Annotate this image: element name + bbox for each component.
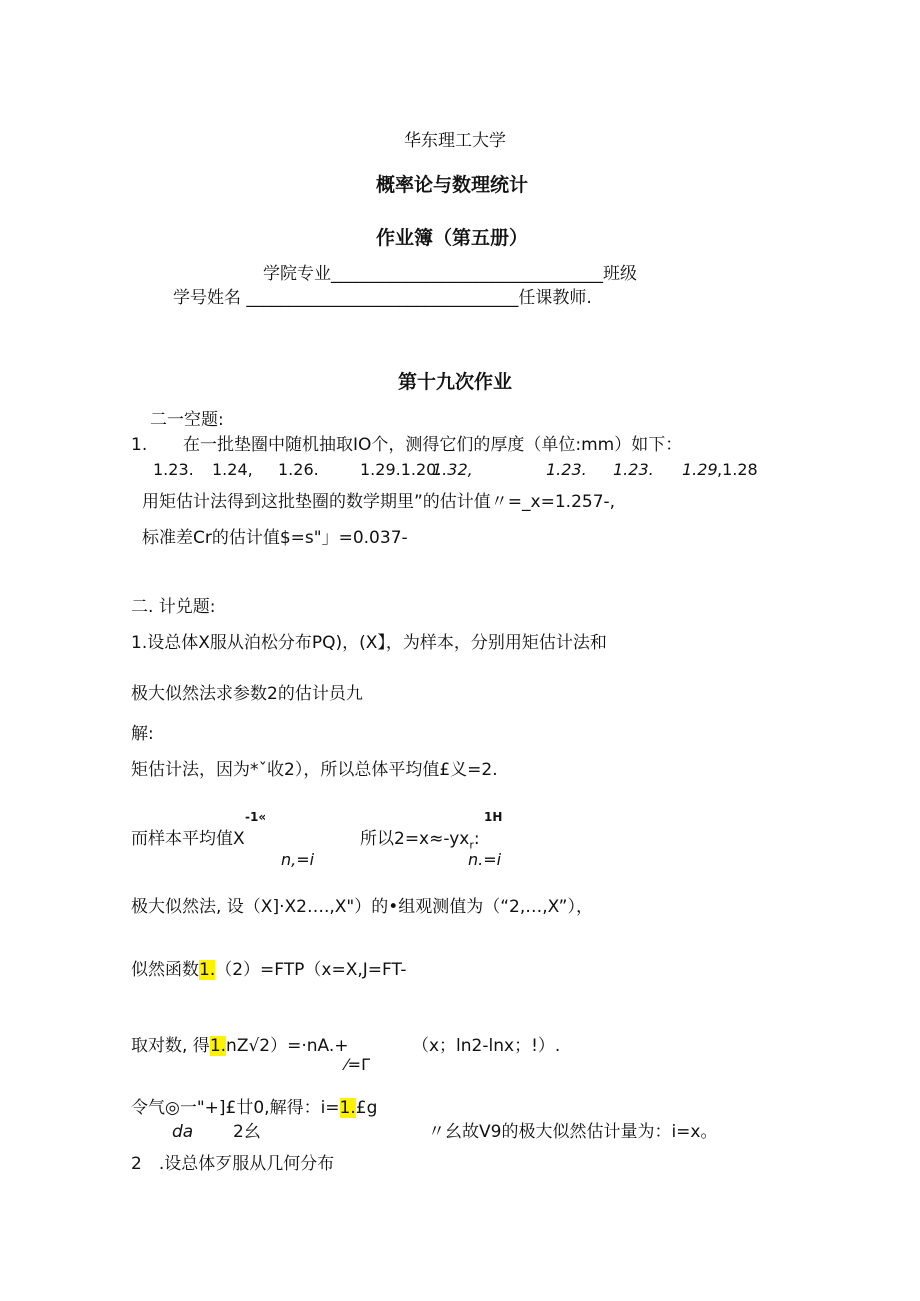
highlighted-text: 1. [339, 1098, 356, 1118]
highlighted-text: 1. [209, 1036, 227, 1056]
data-value: 1.23. [546, 460, 587, 479]
log-formula-right: （x；ln2-lnx；!）. [412, 1036, 561, 1056]
q1-text: 在一批垫圈中随机抽取IO个，测得它们的厚度（单位:mm）如下： [183, 435, 683, 455]
q1-problem-line2: 极大似然法求参数2的估计员九 [131, 684, 363, 704]
student-id-line: 学号姓名 ________________________________任课教师. [173, 288, 592, 308]
course-title: 概率论与数理统计 [376, 174, 529, 196]
assignment-title: 第十九次作业 [398, 371, 513, 393]
log-likelihood-line [131, 1038, 349, 1055]
log-label: 取对数, 得 [131, 1036, 210, 1056]
solution-label: 解: [131, 724, 154, 744]
equation-end: £g [355, 1098, 378, 1118]
therefore-end: : [473, 829, 480, 849]
data-value: 1.26. [278, 460, 319, 479]
likelihood-formula: （2）=FTP（x=X,J=FT- [215, 960, 407, 980]
section1-heading: 二一空题: [150, 410, 224, 430]
q1-problem-line1: 1.设总体X服从泊松分布PQ)，(X】，为样本，分别用矩估计法和 [131, 633, 607, 653]
std-estimate-answer: 标准差Cr的估计值$=s"」=0.037- [142, 528, 408, 548]
highlighted-text: 1. [199, 960, 216, 980]
fraction-denominator: 2幺 [233, 1122, 261, 1142]
sum-superscript: -1« [245, 810, 267, 824]
data-value: 1.24, [212, 460, 253, 479]
equation-line [131, 1100, 377, 1117]
log-formula: nZ√2）=·nA.+ [226, 1036, 349, 1056]
mean-estimate-answer: 用矩估计法得到这批垫圈的数学期里”的估计值〃=_x=1.257-, [142, 492, 616, 512]
college-major-line: 学院专业________________________________班级 [263, 264, 637, 284]
section2-heading: 二. 计兑题: [131, 597, 216, 617]
sum-subscript: n.=i [468, 850, 502, 869]
sum-superscript: 1H [484, 810, 503, 824]
data-value: 1.23. [153, 460, 194, 479]
therefore-subscript: r [469, 838, 474, 852]
data-value: 1.29 [682, 460, 718, 479]
mle-result: 〃幺故V9的极大似然估计量为：i=x。 [428, 1122, 718, 1142]
data-value: 1.29.1.20. [360, 460, 442, 479]
mle-method-line: 极大似然法, 设（X]·X2….,X"）的•组观测值为（“2,…,X”）， [131, 897, 593, 917]
likelihood-line [131, 962, 406, 979]
moment-method-line: 矩估计法，因为*ˇ收2），所以总体平均值£义=2. [131, 760, 498, 780]
therefore-text: 所以2=x≈-yx [360, 829, 470, 849]
data-value: 1.32, [432, 460, 473, 479]
q1-number: 1. [131, 435, 148, 455]
derivative-denominator: da [172, 1122, 194, 1142]
data-value: ,1.28 [717, 460, 758, 479]
university-name: 华东理工大学 [404, 131, 506, 151]
therefore-formula [360, 831, 480, 850]
sum-subscript: ⁄=Γ [345, 1055, 370, 1074]
data-value: 1.23. [613, 460, 654, 479]
sample-mean-text: 而样本平均值X [131, 829, 245, 849]
likelihood-label: 似然函数 [131, 960, 199, 980]
volume-title: 作业簿（第五册） [376, 227, 529, 249]
q2-problem: 2 .设总体歹服从几何分布 [131, 1154, 335, 1174]
sum-subscript: n,=i [281, 850, 315, 869]
equation-text: 令气◎一"+]£廿0,解得：i= [131, 1098, 340, 1118]
